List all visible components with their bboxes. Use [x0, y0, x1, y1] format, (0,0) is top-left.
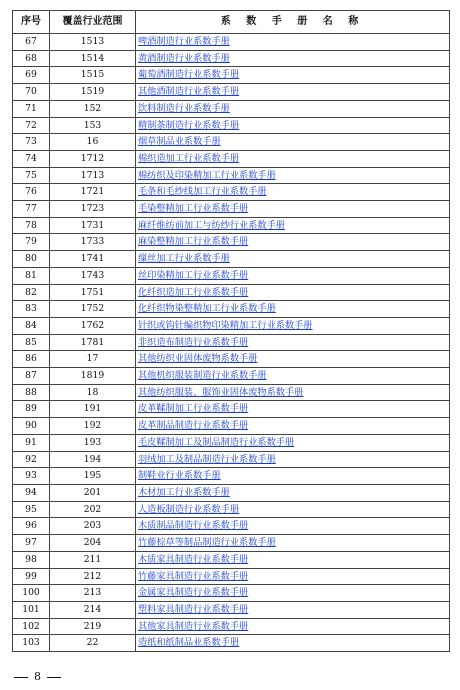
table-row — [13, 568, 450, 585]
table-row — [13, 501, 450, 518]
row-index: 100 — [13, 585, 50, 602]
row-industry-code: 1713 — [50, 167, 136, 184]
row-manual-name-cell — [136, 284, 450, 301]
row-index: 88 — [13, 384, 50, 401]
footer-dash-left — [14, 677, 28, 678]
row-industry-code: 1762 — [50, 317, 136, 334]
row-manual-name-cell — [136, 501, 450, 518]
manual-link[interactable]: 木质家具制造行业系数手册 — [138, 553, 249, 565]
manual-index-table — [12, 10, 450, 652]
row-industry-code: 1515 — [50, 67, 136, 84]
table-row — [13, 167, 450, 184]
table-row — [13, 84, 450, 101]
header-manual-name: 系 数 手 册 名 称 — [136, 11, 450, 34]
row-index: 98 — [13, 551, 50, 568]
table-row — [13, 434, 450, 451]
manual-link[interactable]: 化纤织造加工行业系数手册 — [138, 286, 249, 298]
manual-link[interactable]: 其他纺织服装、服饰业固体废物系数手册 — [138, 386, 304, 398]
row-industry-code: 193 — [50, 434, 136, 451]
manual-link[interactable]: 羽绒加工及制品制造行业系数手册 — [138, 453, 276, 465]
manual-link[interactable]: 木质制品制造行业系数手册 — [138, 520, 249, 532]
manual-link[interactable]: 毛染整精加工行业系数手册 — [138, 203, 249, 215]
manual-link[interactable]: 黄酒制造行业系数手册 — [138, 52, 230, 64]
row-industry-code: 1751 — [50, 284, 136, 301]
manual-link[interactable]: 其他纺织业固体废物系数手册 — [138, 353, 258, 365]
manual-link[interactable]: 塑料家具制造行业系数手册 — [138, 603, 249, 615]
row-industry-code: 1721 — [50, 184, 136, 201]
table-row — [13, 217, 450, 234]
row-manual-name-cell — [136, 451, 450, 468]
row-index: 75 — [13, 167, 50, 184]
row-index: 81 — [13, 267, 50, 284]
row-industry-code: 194 — [50, 451, 136, 468]
row-index: 93 — [13, 468, 50, 485]
row-index: 89 — [13, 401, 50, 418]
row-industry-code: 22 — [50, 635, 136, 652]
row-index: 73 — [13, 134, 50, 151]
row-index: 92 — [13, 451, 50, 468]
manual-link[interactable]: 其他家具制造行业系数手册 — [138, 620, 249, 632]
table-row — [13, 34, 450, 51]
manual-link[interactable]: 针织或钩针编织物印染精加工行业系数手册 — [138, 319, 313, 331]
row-index: 83 — [13, 301, 50, 318]
manual-link[interactable]: 竹藤家具制造行业系数手册 — [138, 570, 249, 582]
row-manual-name-cell — [136, 384, 450, 401]
row-industry-code: 1731 — [50, 217, 136, 234]
row-index: 82 — [13, 284, 50, 301]
row-index: 86 — [13, 351, 50, 368]
table-row — [13, 334, 450, 351]
row-manual-name-cell — [136, 434, 450, 451]
row-manual-name-cell — [136, 601, 450, 618]
row-index: 72 — [13, 117, 50, 134]
row-index: 71 — [13, 100, 50, 117]
manual-link[interactable]: 金属家具制造行业系数手册 — [138, 587, 249, 599]
manual-link[interactable]: 麻染整精加工行业系数手册 — [138, 236, 249, 248]
row-index: 90 — [13, 418, 50, 435]
table-row — [13, 234, 450, 251]
table-row — [13, 284, 450, 301]
table-row — [13, 635, 450, 652]
row-index: 102 — [13, 618, 50, 635]
row-index: 74 — [13, 150, 50, 167]
manual-link[interactable]: 毛条和毛纱线加工行业系数手册 — [138, 186, 267, 198]
row-industry-code: 202 — [50, 501, 136, 518]
row-manual-name-cell — [136, 334, 450, 351]
row-industry-code: 1514 — [50, 50, 136, 67]
table-row — [13, 351, 450, 368]
row-industry-code: 195 — [50, 468, 136, 485]
table-row — [13, 551, 450, 568]
row-index: 69 — [13, 67, 50, 84]
row-industry-code: 1819 — [50, 368, 136, 385]
row-index: 68 — [13, 50, 50, 67]
row-industry-code: 1733 — [50, 234, 136, 251]
table-row — [13, 535, 450, 552]
row-industry-code: 16 — [50, 134, 136, 151]
row-manual-name-cell — [136, 351, 450, 368]
table-row — [13, 601, 450, 618]
manual-link[interactable]: 制鞋业行业系数手册 — [138, 470, 221, 482]
manual-link[interactable]: 丝印染精加工行业系数手册 — [138, 269, 249, 281]
table-row — [13, 251, 450, 268]
row-industry-code: 191 — [50, 401, 136, 418]
row-manual-name-cell — [136, 134, 450, 151]
manual-link[interactable]: 精制茶制造行业系数手册 — [138, 119, 240, 131]
manual-link[interactable]: 饮料制造行业系数手册 — [138, 102, 230, 114]
row-industry-code: 214 — [50, 601, 136, 618]
row-manual-name-cell — [136, 518, 450, 535]
manual-link[interactable]: 缫丝加工行业系数手册 — [138, 253, 230, 265]
table-row — [13, 184, 450, 201]
manual-link[interactable]: 烟草制品业系数手册 — [138, 136, 221, 148]
row-index: 70 — [13, 84, 50, 101]
row-index: 97 — [13, 535, 50, 552]
table-row — [13, 401, 450, 418]
table-header-row — [13, 11, 450, 34]
row-index: 99 — [13, 568, 50, 585]
table-row — [13, 451, 450, 468]
row-index: 101 — [13, 601, 50, 618]
row-manual-name-cell — [136, 150, 450, 167]
manual-link[interactable]: 木材加工行业系数手册 — [138, 486, 230, 498]
row-industry-code: 1519 — [50, 84, 136, 101]
row-industry-code: 17 — [50, 351, 136, 368]
table-row — [13, 368, 450, 385]
manual-link[interactable]: 皮革鞣制加工行业系数手册 — [138, 403, 249, 415]
row-manual-name-cell — [136, 535, 450, 552]
table-row — [13, 418, 450, 435]
row-index: 77 — [13, 201, 50, 218]
manual-link[interactable]: 非织造布制造行业系数手册 — [138, 336, 249, 348]
row-industry-code: 1752 — [50, 301, 136, 318]
row-index: 87 — [13, 368, 50, 385]
table-row — [13, 267, 450, 284]
row-manual-name-cell — [136, 251, 450, 268]
row-industry-code: 1741 — [50, 251, 136, 268]
row-index: 79 — [13, 234, 50, 251]
row-industry-code: 1723 — [50, 201, 136, 218]
manual-link[interactable]: 啤酒制造行业系数手册 — [138, 36, 230, 47]
row-manual-name-cell — [136, 401, 450, 418]
row-manual-name-cell — [136, 468, 450, 485]
table-row — [13, 50, 450, 67]
page-footer — [14, 670, 61, 683]
row-manual-name-cell — [136, 368, 450, 385]
row-index: 67 — [13, 34, 50, 51]
table-row — [13, 134, 450, 151]
manual-link[interactable]: 其他酒制造行业系数手册 — [138, 86, 240, 98]
row-index: 84 — [13, 317, 50, 334]
row-industry-code: 203 — [50, 518, 136, 535]
row-industry-code: 201 — [50, 484, 136, 501]
manual-link[interactable]: 葡萄酒制造行业系数手册 — [138, 69, 240, 81]
table-row — [13, 201, 450, 218]
table-row — [13, 618, 450, 635]
row-industry-code: 192 — [50, 418, 136, 435]
manual-link[interactable]: 棉纺织及印染精加工行业系数手册 — [138, 169, 276, 181]
row-industry-code: 219 — [50, 618, 136, 635]
manual-link[interactable]: 棉织造加工行业系数手册 — [138, 152, 240, 164]
manual-link[interactable]: 人造板制造行业系数手册 — [138, 503, 240, 515]
table-row — [13, 384, 450, 401]
row-manual-name-cell — [136, 618, 450, 635]
row-manual-name-cell — [136, 67, 450, 84]
row-manual-name-cell — [136, 34, 450, 51]
row-manual-name-cell — [136, 568, 450, 585]
row-index: 103 — [13, 635, 50, 652]
table-row — [13, 67, 450, 84]
manual-link[interactable]: 麻纤维纺前加工与纺纱行业系数手册 — [138, 219, 285, 231]
row-manual-name-cell — [136, 585, 450, 602]
row-industry-code: 211 — [50, 551, 136, 568]
row-manual-name-cell — [136, 267, 450, 284]
table-row — [13, 117, 450, 134]
row-manual-name-cell — [136, 100, 450, 117]
table-row — [13, 317, 450, 334]
manual-link[interactable]: 造纸和纸制品业系数手册 — [138, 637, 240, 649]
footer-dash-right — [47, 677, 61, 678]
row-manual-name-cell — [136, 551, 450, 568]
manual-link[interactable]: 竹藤棕草等制品制造行业系数手册 — [138, 537, 276, 549]
row-industry-code: 212 — [50, 568, 136, 585]
table-row — [13, 518, 450, 535]
table-row — [13, 484, 450, 501]
table-row — [13, 468, 450, 485]
row-manual-name-cell — [136, 418, 450, 435]
row-industry-code: 1513 — [50, 34, 136, 51]
row-manual-name-cell — [136, 201, 450, 218]
row-manual-name-cell — [136, 117, 450, 134]
row-manual-name-cell — [136, 484, 450, 501]
row-index: 91 — [13, 434, 50, 451]
row-manual-name-cell — [136, 301, 450, 318]
row-manual-name-cell — [136, 84, 450, 101]
table-row — [13, 100, 450, 117]
table-body — [13, 34, 450, 652]
row-index: 85 — [13, 334, 50, 351]
row-index: 94 — [13, 484, 50, 501]
row-manual-name-cell — [136, 217, 450, 234]
table-row — [13, 301, 450, 318]
row-manual-name-cell — [136, 317, 450, 334]
table-row — [13, 150, 450, 167]
row-industry-code: 152 — [50, 100, 136, 117]
row-index: 95 — [13, 501, 50, 518]
manual-link[interactable]: 毛皮鞣制加工及制品制造行业系数手册 — [138, 436, 295, 448]
manual-link[interactable]: 化纤织物染整精加工行业系数手册 — [138, 303, 276, 315]
row-index: 96 — [13, 518, 50, 535]
page-number: 8 — [34, 670, 41, 683]
row-index: 78 — [13, 217, 50, 234]
row-manual-name-cell — [136, 50, 450, 67]
row-industry-code: 18 — [50, 384, 136, 401]
row-industry-code: 153 — [50, 117, 136, 134]
row-manual-name-cell — [136, 167, 450, 184]
header-industry-scope: 覆盖行业范围 — [50, 11, 136, 34]
row-index: 76 — [13, 184, 50, 201]
table-row — [13, 585, 450, 602]
row-manual-name-cell — [136, 234, 450, 251]
row-index: 80 — [13, 251, 50, 268]
manual-link[interactable]: 皮革制品制造行业系数手册 — [138, 420, 249, 432]
row-manual-name-cell — [136, 635, 450, 652]
row-industry-code: 204 — [50, 535, 136, 552]
row-industry-code: 1781 — [50, 334, 136, 351]
header-index: 序号 — [13, 11, 50, 34]
row-industry-code: 1743 — [50, 267, 136, 284]
row-industry-code: 213 — [50, 585, 136, 602]
row-industry-code: 1712 — [50, 150, 136, 167]
manual-link[interactable]: 其他机织服装制造行业系数手册 — [138, 370, 267, 382]
row-manual-name-cell — [136, 184, 450, 201]
